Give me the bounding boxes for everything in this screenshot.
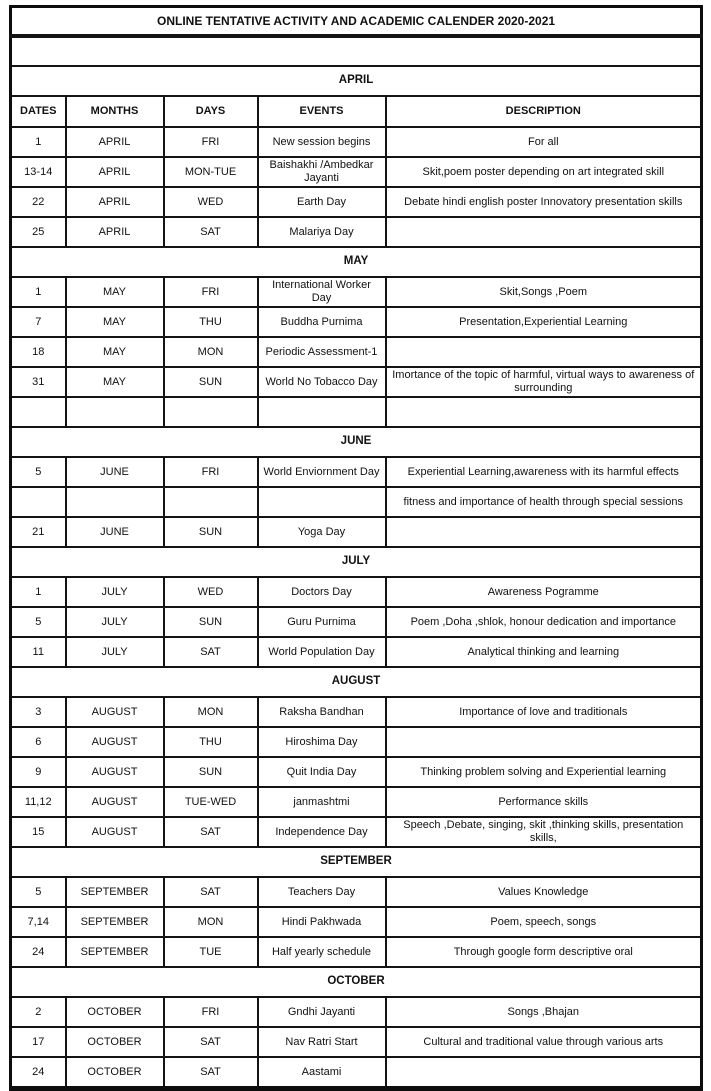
table-row xyxy=(11,877,702,907)
document-title: ONLINE TENTATIVE ACTIVITY AND ACADEMIC CALENDER 2020-2021 xyxy=(11,7,702,37)
cell-description xyxy=(386,727,702,757)
cell-day: SAT xyxy=(164,817,258,847)
cell-day: MON xyxy=(164,337,258,367)
cell-month xyxy=(66,397,164,427)
month-band-label: JUNE xyxy=(11,427,702,457)
cell-date: 18 xyxy=(11,337,66,367)
cell-description xyxy=(386,517,702,547)
cell-event: Gndhi Jayanti xyxy=(258,997,386,1027)
cell-event: Aastami xyxy=(258,1057,386,1089)
cell-description: Skit,Songs ,Poem xyxy=(386,277,702,307)
table-row xyxy=(11,367,702,397)
cell-month: MAY xyxy=(66,337,164,367)
cell-date: 1 xyxy=(11,277,66,307)
cell-description: Awareness Pogramme xyxy=(386,577,702,607)
cell-day xyxy=(164,397,258,427)
cell-day xyxy=(164,487,258,517)
cell-date: 24 xyxy=(11,1057,66,1089)
month-band-row xyxy=(11,667,702,697)
cell-event: Teachers Day xyxy=(258,877,386,907)
cell-month: SEPTEMBER xyxy=(66,907,164,937)
table-row xyxy=(11,487,702,517)
cell-month: SEPTEMBER xyxy=(66,877,164,907)
cell-description: fitness and importance of health through special sessions xyxy=(386,487,702,517)
cell-day: MON-TUE xyxy=(164,157,258,187)
table-row xyxy=(11,127,702,157)
table-row xyxy=(11,697,702,727)
cell-month: JULY xyxy=(66,607,164,637)
table-row xyxy=(11,997,702,1027)
cell-day: SUN xyxy=(164,367,258,397)
cell-description: Poem, speech, songs xyxy=(386,907,702,937)
cell-event: World No Tobacco Day xyxy=(258,367,386,397)
cell-day: SUN xyxy=(164,757,258,787)
cell-date: 9 xyxy=(11,757,66,787)
cell-date: 3 xyxy=(11,697,66,727)
cell-event: janmashtmi xyxy=(258,787,386,817)
col-header-events: EVENTS xyxy=(258,96,386,127)
cell-day: SUN xyxy=(164,517,258,547)
table-row xyxy=(11,157,702,187)
cell-event: Guru Purnima xyxy=(258,607,386,637)
cell-description: Through google form descriptive oral xyxy=(386,937,702,967)
table-row xyxy=(11,307,702,337)
cell-event: Yoga Day xyxy=(258,517,386,547)
cell-date: 13-14 xyxy=(11,157,66,187)
cell-day: SAT xyxy=(164,877,258,907)
cell-event: Malariya Day xyxy=(258,217,386,247)
table-row xyxy=(11,907,702,937)
cell-day: FRI xyxy=(164,277,258,307)
cell-date: 17 xyxy=(11,1027,66,1057)
empty-spacer-row xyxy=(11,36,702,66)
cell-month: MAY xyxy=(66,277,164,307)
month-band-label: SEPTEMBER xyxy=(11,847,702,877)
table-row xyxy=(11,937,702,967)
cell-event: World Population Day xyxy=(258,637,386,667)
cell-date: 25 xyxy=(11,217,66,247)
cell-event xyxy=(258,397,386,427)
cell-month: MAY xyxy=(66,367,164,397)
cell-day: FRI xyxy=(164,127,258,157)
cell-date xyxy=(11,487,66,517)
cell-description: Analytical thinking and learning xyxy=(386,637,702,667)
cell-month: OCTOBER xyxy=(66,997,164,1027)
cell-description: Experiential Learning,awareness with its harmful effects xyxy=(386,457,702,487)
table-row xyxy=(11,607,702,637)
month-band-row xyxy=(11,967,702,997)
cell-date: 15 xyxy=(11,817,66,847)
cell-description: Poem ,Doha ,shlok, honour dedication and importance xyxy=(386,607,702,637)
cell-description xyxy=(386,1057,702,1089)
column-header-row xyxy=(11,96,702,127)
table-row xyxy=(11,757,702,787)
cell-month: AUGUST xyxy=(66,817,164,847)
cell-description xyxy=(386,397,702,427)
table-row xyxy=(11,787,702,817)
table-row xyxy=(11,187,702,217)
cell-event: Buddha Purnima xyxy=(258,307,386,337)
cell-day: TUE-WED xyxy=(164,787,258,817)
cell-date: 1 xyxy=(11,127,66,157)
table-row xyxy=(11,517,702,547)
cell-day: FRI xyxy=(164,457,258,487)
cell-description: Speech ,Debate, singing, skit ,thinking skills, presentation skills, xyxy=(386,817,702,847)
cell-event: Nav Ratri Start xyxy=(258,1027,386,1057)
cell-description: Debate hindi english poster Innovatory presentation skills xyxy=(386,187,702,217)
month-band-label: JULY xyxy=(11,547,702,577)
cell-event: International Worker Day xyxy=(258,277,386,307)
cell-event: Quit India Day xyxy=(258,757,386,787)
table-row xyxy=(11,637,702,667)
cell-event: Earth Day xyxy=(258,187,386,217)
cell-description: Values Knowledge xyxy=(386,877,702,907)
cell-month: AUGUST xyxy=(66,757,164,787)
cell-month xyxy=(66,487,164,517)
col-header-dates: DATES xyxy=(11,96,66,127)
cell-description: Presentation,Experiential Learning xyxy=(386,307,702,337)
month-band-row xyxy=(11,66,702,96)
table-row xyxy=(11,277,702,307)
calendar-table-body xyxy=(11,7,702,1089)
month-band-row xyxy=(11,847,702,877)
cell-event: Raksha Bandhan xyxy=(258,697,386,727)
cell-day: SUN xyxy=(164,607,258,637)
cell-date: 5 xyxy=(11,457,66,487)
cell-description xyxy=(386,217,702,247)
cell-date: 11,12 xyxy=(11,787,66,817)
title-row xyxy=(11,7,702,37)
table-row xyxy=(11,457,702,487)
month-band-label: MAY xyxy=(11,247,702,277)
table-row xyxy=(11,577,702,607)
col-header-months: MONTHS xyxy=(66,96,164,127)
cell-day: THU xyxy=(164,307,258,337)
cell-day: MON xyxy=(164,907,258,937)
cell-date: 6 xyxy=(11,727,66,757)
cell-description: For all xyxy=(386,127,702,157)
cell-event: Doctors Day xyxy=(258,577,386,607)
cell-date: 7 xyxy=(11,307,66,337)
cell-event: Independence Day xyxy=(258,817,386,847)
cell-event: Periodic Assessment-1 xyxy=(258,337,386,367)
month-band-row xyxy=(11,427,702,457)
cell-description xyxy=(386,337,702,367)
cell-description: Thinking problem solving and Experiential learning xyxy=(386,757,702,787)
cell-date xyxy=(11,397,66,427)
cell-date: 2 xyxy=(11,997,66,1027)
cell-date: 31 xyxy=(11,367,66,397)
col-header-days: DAYS xyxy=(164,96,258,127)
cell-description: Songs ,Bhajan xyxy=(386,997,702,1027)
cell-month: JUNE xyxy=(66,517,164,547)
month-band-label: OCTOBER xyxy=(11,967,702,997)
cell-date: 1 xyxy=(11,577,66,607)
cell-month: JULY xyxy=(66,577,164,607)
cell-day: MON xyxy=(164,697,258,727)
cell-event: Hindi Pakhwada xyxy=(258,907,386,937)
table-row xyxy=(11,1027,702,1057)
cell-month: SEPTEMBER xyxy=(66,937,164,967)
cell-date: 22 xyxy=(11,187,66,217)
cell-month: MAY xyxy=(66,307,164,337)
cell-day: FRI xyxy=(164,997,258,1027)
cell-month: AUGUST xyxy=(66,727,164,757)
cell-month: OCTOBER xyxy=(66,1027,164,1057)
cell-description: Imortance of the topic of harmful, virtual ways to awareness of surrounding xyxy=(386,367,702,397)
table-row xyxy=(11,1057,702,1089)
cell-date: 5 xyxy=(11,877,66,907)
month-band-label: AUGUST xyxy=(11,667,702,697)
activity-calendar-table xyxy=(9,5,703,1091)
cell-month: APRIL xyxy=(66,187,164,217)
cell-month: APRIL xyxy=(66,157,164,187)
table-row xyxy=(11,727,702,757)
month-band-label: APRIL xyxy=(11,66,702,96)
cell-event: Baishakhi /Ambedkar Jayanti xyxy=(258,157,386,187)
cell-day: WED xyxy=(164,577,258,607)
cell-month: JULY xyxy=(66,637,164,667)
empty-cell xyxy=(11,36,702,66)
cell-day: TUE xyxy=(164,937,258,967)
cell-month: JUNE xyxy=(66,457,164,487)
month-band-row xyxy=(11,547,702,577)
cell-event: Half yearly schedule xyxy=(258,937,386,967)
cell-event xyxy=(258,487,386,517)
col-header-description: DESCRIPTION xyxy=(386,96,702,127)
cell-month: AUGUST xyxy=(66,697,164,727)
cell-description: Performance skills xyxy=(386,787,702,817)
cell-date: 24 xyxy=(11,937,66,967)
cell-description: Skit,poem poster depending on art integrated skill xyxy=(386,157,702,187)
cell-event: World Enviornment Day xyxy=(258,457,386,487)
cell-date: 5 xyxy=(11,607,66,637)
cell-day: WED xyxy=(164,187,258,217)
cell-event: New session begins xyxy=(258,127,386,157)
cell-month: AUGUST xyxy=(66,787,164,817)
cell-month: OCTOBER xyxy=(66,1057,164,1089)
cell-date: 11 xyxy=(11,637,66,667)
table-row xyxy=(11,337,702,367)
cell-event: Hiroshima Day xyxy=(258,727,386,757)
table-row xyxy=(11,397,702,427)
cell-description: Cultural and traditional value through various arts xyxy=(386,1027,702,1057)
month-band-row xyxy=(11,247,702,277)
cell-day: SAT xyxy=(164,1057,258,1089)
cell-day: SAT xyxy=(164,637,258,667)
cell-date: 21 xyxy=(11,517,66,547)
table-row xyxy=(11,817,702,847)
cell-day: SAT xyxy=(164,1027,258,1057)
table-row xyxy=(11,217,702,247)
cell-month: APRIL xyxy=(66,217,164,247)
cell-month: APRIL xyxy=(66,127,164,157)
cell-date: 7,14 xyxy=(11,907,66,937)
cell-day: SAT xyxy=(164,217,258,247)
cell-description: Importance of love and traditionals xyxy=(386,697,702,727)
cell-day: THU xyxy=(164,727,258,757)
